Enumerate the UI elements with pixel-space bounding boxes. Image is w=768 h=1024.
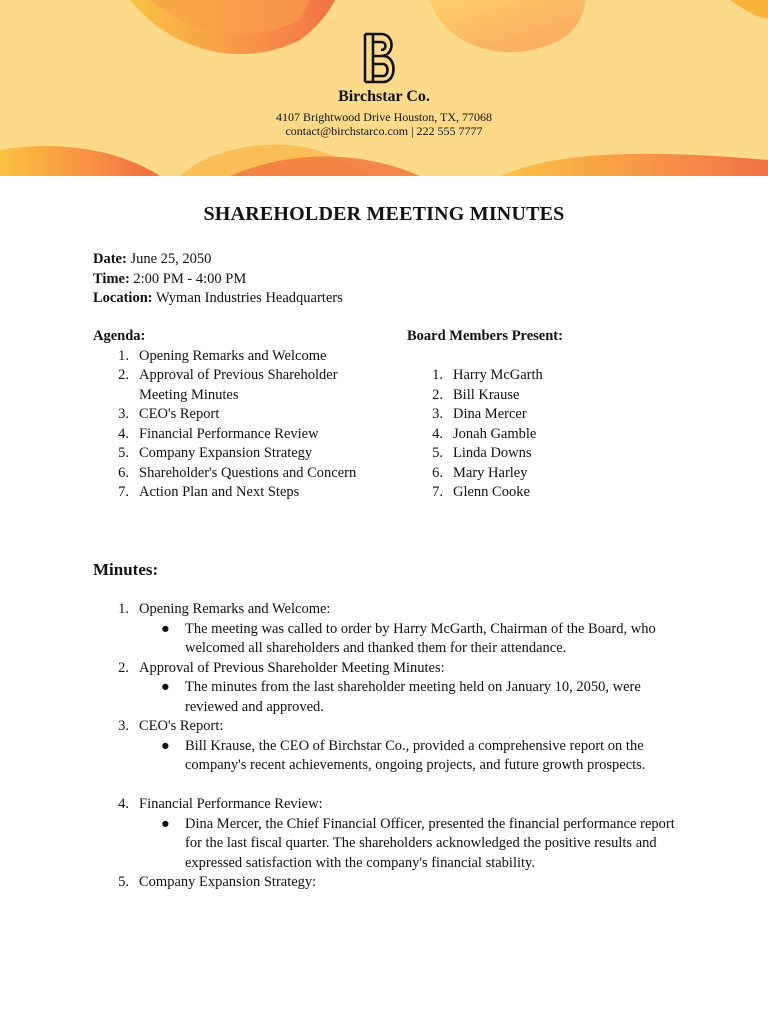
- date-value: June 25, 2050: [130, 251, 212, 267]
- board-member-text: Mary Harley: [453, 464, 528, 481]
- date-label: Date:: [93, 251, 127, 267]
- agenda-item: [93, 444, 363, 464]
- board-member-text: Dina Mercer: [453, 406, 527, 422]
- board-heading: Board Members Present:: [407, 328, 563, 344]
- header-banner: [0, 0, 768, 176]
- agenda-item: [93, 483, 363, 503]
- list-number: 4.: [118, 796, 129, 812]
- minutes-item-title: Opening Remarks and Welcome:: [139, 601, 331, 617]
- board-member: [407, 444, 667, 464]
- minutes-item-detail: [139, 737, 683, 776]
- list-number: 5.: [432, 445, 443, 461]
- location-value: Wyman Industries Headquarters: [155, 290, 343, 306]
- minutes-item: [93, 795, 683, 873]
- spacer: [93, 776, 683, 796]
- minutes-item-detail-text: Bill Krause, the CEO of Birchstar Co., provided a comprehensive report on the company's recent achievements, ongoing projects, and future growth prospects.: [185, 737, 646, 773]
- list-number: 2.: [118, 367, 129, 383]
- board-member: [407, 405, 667, 425]
- minutes-item-detail-text: The meeting was called to order by Harry McGarth, Chairman of the Board, who welcomed all shareholders and thanked them for their attendance.: [185, 620, 656, 656]
- list-number: 7.: [432, 484, 443, 500]
- agenda-item-text: Approval of Previous Shareholder Meeting Minutes: [139, 367, 338, 403]
- meeting-info: [93, 250, 343, 309]
- minutes-item: [93, 600, 683, 659]
- agenda-item-text: Action Plan and Next Steps: [139, 484, 300, 500]
- company-name: Birchstar Co.: [338, 88, 430, 105]
- list-number: 1.: [118, 601, 129, 617]
- minutes-item-title: Financial Performance Review:: [139, 796, 323, 812]
- time-row: [93, 270, 343, 290]
- board-member-text: Jonah Gamble: [453, 425, 537, 442]
- minutes-item-title: Approval of Previous Shareholder Meeting Minutes:: [139, 659, 445, 676]
- list-number: 1.: [432, 367, 443, 383]
- board-section: [407, 327, 667, 503]
- bullet-dot-icon: ●: [161, 679, 170, 695]
- board-member-text: Harry McGarth: [453, 367, 543, 383]
- board-member: [407, 483, 667, 503]
- agenda-section: [93, 327, 363, 503]
- list-number: 4.: [118, 425, 129, 442]
- agenda-item-text: CEO's Report: [139, 406, 220, 422]
- minutes-item-detail: [139, 620, 683, 659]
- page-title: SHAREHOLDER MEETING MINUTES: [203, 203, 565, 225]
- list-number: 5.: [118, 874, 129, 890]
- board-member: [407, 464, 667, 484]
- minutes-item: [93, 659, 683, 718]
- agenda-list: [93, 347, 363, 503]
- date-row: [93, 250, 343, 270]
- agenda-item-text: Opening Remarks and Welcome: [139, 347, 327, 364]
- board-list: [407, 366, 667, 503]
- minutes-item: [93, 717, 683, 776]
- minutes-heading: Minutes:: [93, 560, 159, 579]
- list-number: 4.: [432, 425, 443, 442]
- bullet-dot-icon: ●: [161, 815, 170, 832]
- list-number: 1.: [118, 347, 129, 364]
- list-number: 2.: [118, 659, 129, 676]
- agenda-heading: Agenda:: [93, 328, 146, 344]
- agenda-item-text: Company Expansion Strategy: [139, 445, 313, 461]
- bullet-dot-icon: ●: [161, 620, 170, 637]
- minutes-item-detail: [139, 678, 683, 717]
- board-member-text: Glenn Cooke: [453, 484, 530, 500]
- agenda-item: [93, 366, 363, 405]
- time-label: Time:: [93, 270, 130, 287]
- board-member: [407, 366, 667, 386]
- letter-b-logo-icon: [359, 30, 399, 86]
- company-contact: contact@birchstarco.com | 222 555 7777: [285, 124, 483, 138]
- list-number: 6.: [118, 464, 129, 481]
- minutes-item: [93, 873, 683, 893]
- agenda-item-text: Financial Performance Review: [139, 425, 319, 442]
- board-member-text: Linda Downs: [453, 445, 532, 461]
- list-number: 2.: [432, 386, 443, 403]
- board-member-text: Bill Krause: [453, 386, 520, 403]
- list-number: 6.: [432, 464, 443, 481]
- list-number: 3.: [118, 718, 129, 734]
- minutes-item-detail-text: The minutes from the last shareholder meeting held on January 10, 2050, were reviewed and approved.: [185, 679, 641, 715]
- list-number: 7.: [118, 484, 129, 500]
- list-number: 3.: [118, 406, 129, 422]
- board-member: [407, 425, 667, 445]
- location-label: Location:: [93, 290, 153, 306]
- company-address: 4107 Brightwood Drive Houston, TX, 77068: [275, 110, 493, 124]
- board-member: [407, 386, 667, 406]
- agenda-item: [93, 425, 363, 445]
- minutes-item-title: CEO's Report:: [139, 718, 224, 734]
- minutes-list: [93, 600, 683, 893]
- list-number: 3.: [432, 406, 443, 422]
- time-value: 2:00 PM - 4:00 PM: [133, 270, 247, 287]
- bullet-dot-icon: ●: [161, 737, 170, 754]
- list-number: 5.: [118, 445, 129, 461]
- agenda-item: [93, 405, 363, 425]
- minutes-item-title: Company Expansion Strategy:: [139, 874, 317, 890]
- agenda-item: [93, 347, 363, 367]
- agenda-item-text: Shareholder's Questions and Concern: [139, 464, 357, 481]
- minutes-item-detail: [139, 815, 683, 874]
- location-row: [93, 289, 343, 309]
- minutes-item-detail-text: Dina Mercer, the Chief Financial Officer, presented the financial performance report for the last fiscal quarter. The shareholders acknowledged the positive results and expressed satisfaction with the company's financial stability.: [185, 815, 675, 871]
- agenda-item: [93, 464, 363, 484]
